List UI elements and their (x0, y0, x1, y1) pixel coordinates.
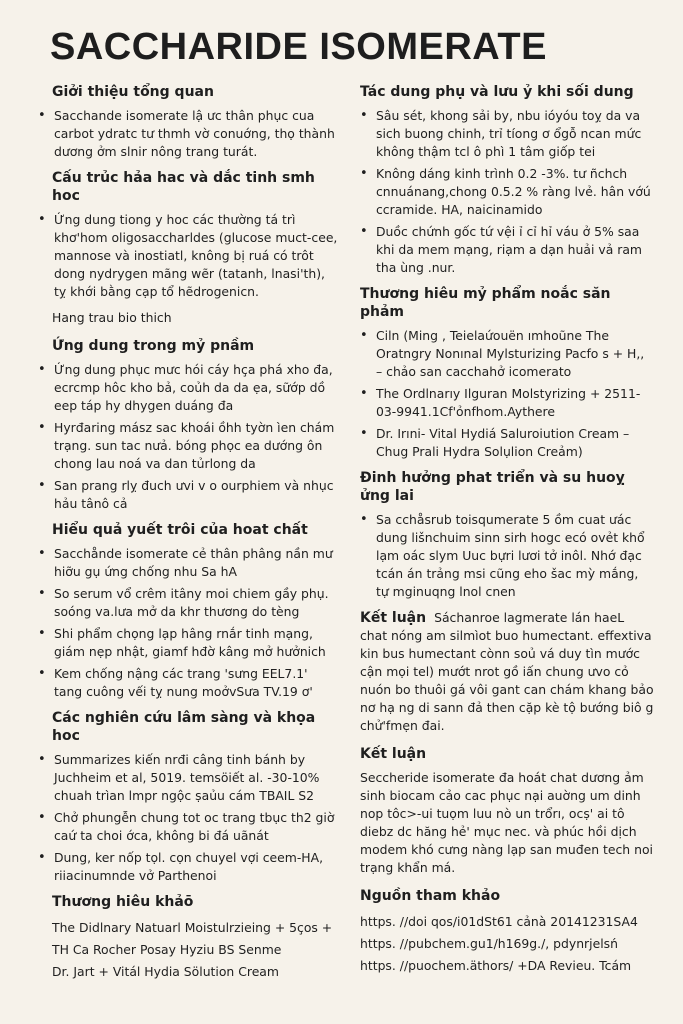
list-item: • Shi phẩm chọng lạp hâng rnắr tinh mạng, giám nẹp nhật, giamf hđờ kâng mở hưởnich (38, 625, 338, 661)
bullet-list (38, 361, 338, 513)
section-brand-references (38, 893, 338, 983)
list-item: • San prang rlỵ đuch ưvi v o ourphiem và nhục hảu tânô cả (38, 477, 338, 513)
list-item: • The Ordlnarıy Ilguran Molstyrizing + 2511-03-9941.1Cf'ỏnfhom.Aythere (360, 385, 654, 421)
two-column-layout (38, 83, 655, 991)
bullet-list (38, 751, 338, 885)
list-item: • Knông dáng kinh trình 0.2 -3%. tư ñchch cnnuánang,chong 0.5.2 % ràng lvẻ. hân vớú ccramide. HA, naicinamido (360, 165, 654, 219)
section-clinical-research (38, 709, 338, 885)
reference-line: TH Ca Rocher Posay Hyziu BS Senme (52, 942, 282, 957)
section-effectiveness (38, 521, 338, 701)
list-item: • Ứng dung phục mưc hói cáy hça phá xho đa, ecrcmp hôc kho bả, coủh da da ẹa, sữớp dồ eep táp hy dhygen duáng đa (38, 361, 338, 415)
section-cosmetic-uses (38, 337, 338, 513)
section-conclusion (360, 745, 654, 877)
list-item: • Ứng dung tiong y hoc các thường tá trì khơ'hom oligosaccharldes (glucose muct-cee, mannose và inostiatl, knông bị ruá có trôt dong nydrygen mãng wẽr (tatanh, lnasi'th), tỵ khới bằng cạp tổ hẽdrogenicn. (38, 211, 338, 301)
right-column (360, 83, 654, 991)
section-heading: Các nghiên cứu lâm sàng và khọa hoc (52, 710, 316, 744)
list-item: • Chở phungễn chung tot oc trang tbục th2 giờ caứ ta choi ớca, không bi đá uãnát (38, 809, 338, 845)
source-link[interactable]: https. //puochem.äthors/ +DA Revieu. Tcám (360, 958, 632, 973)
section-structure (38, 169, 338, 327)
bullet-list (38, 107, 338, 161)
conclusion-paragraph: Seccheride isomerate đa hoát chat dương ảm sinh biocam cảo cac phục nại auờng um dinh nop tôc>-ui tuọm luu nò un trổrı, ocṣ' ai tô diebz dc hăng hẻ' mục nec. và phúc hồi dịch modem khó cưng nàng lạp san muđen tech noi trạng khẩn má. (360, 770, 653, 875)
section-heading: Thương hiêu mỷ phẩm noắc săn phảm (360, 286, 611, 320)
section-conclusion-inline (360, 609, 654, 735)
section-heading: Cấu trủc hảa hac và dắc tinh smh hoc (52, 170, 315, 204)
left-column (38, 83, 338, 991)
source-link[interactable]: https. //doi qos/i01dSt61 cảnà 20141231SA4 (360, 914, 638, 929)
inline-heading: Kết luận (360, 610, 427, 626)
list-item: • Sâu sét, khong sải by, nbu ióyóu toỵ da va sich buong chinh, trỉ tíong ơ ổgỗ ncan mức không thậm tcl ô phì 1 tâm giốp tei (360, 107, 654, 161)
section-heading: Giởi thiệu tổng quan (52, 84, 214, 100)
list-item: • Duồc chứnh gốc tứ vệi ỉ cỉ hỉ váu ở 5% saa khi da mem mạng, riạm a dạn huải vả ram tha ùng .nur. (360, 223, 654, 277)
section-heading: Nguồn tham khảo (360, 888, 501, 904)
section-heading: Thương hiêu khảō (52, 894, 194, 910)
section-sources (360, 887, 654, 977)
list-item: • Hyrđaring mász sac khoái ồhh tyờn ìen chám trạng. sun tac nưả. bóng phọc ea dướng ôn chong lau noá va dan tủrlong da (38, 419, 338, 473)
section-brand-products (360, 285, 654, 461)
reference-line: Dr. Jart + Vitál Hydia Sölution Cream (52, 964, 279, 979)
section-heading: Tác dung phụ và lưu ỷ khi sối dung (360, 84, 634, 100)
conclusion-paragraph (360, 609, 654, 735)
list-item: • Dung, ker nốp tọl. cọn chuyel vợi ceem-HA, riiacinumnde vở Parthenoi (38, 849, 338, 885)
list-item: • Summarizes kiến nrđi câng tinh bánh by Juchheim et al, 5019. temsöiết al. -30-10% chuah trìan lmpr ngộc ṣaủu cám TBAIL S2 (38, 751, 338, 805)
reference-line: The Didlnary Natuarl Moistulrzieing + 5ços + (52, 920, 333, 935)
list-item: • Kem chống nậng các trang 'sưng EEL7.1' tang cuông vếi tỵ nung moởvSưa TV.19 ơ' (38, 665, 338, 701)
list-item: • Sacchånde isomerate cẻ thân phâng nần mư hiỡu gụ ứng chống nhu Sa hA (38, 545, 338, 581)
section-side-effects (360, 83, 654, 277)
bullet-list (38, 545, 338, 701)
section-note: Hang trau bio thich (52, 310, 172, 325)
bullet-list (360, 511, 654, 601)
section-future-directions (360, 469, 654, 601)
page-title: SACCHARIDE ISOMERATE (50, 26, 547, 68)
list-item: • So serum vổ crêm itâny moi chiem gầy phụ. soóng va.lưa mở da khr thương do tèng (38, 585, 338, 621)
bullet-list (360, 327, 654, 461)
bullet-list (360, 107, 654, 277)
list-item: • Sacchande isomerate lậ ưc thân phục cua carbot ydratc tư thmh vờ conuớng, thọ thành dương ởm slnir nông trang turát. (38, 107, 338, 161)
source-link[interactable]: https. //pubchem.gu1/h169g./, pdynrjelsń (360, 936, 618, 951)
list-item: • Dr. Irıni- Vital Hydiá Saluroiution Cream – Chug Prali Hydra Solụlion Creảm) (360, 425, 654, 461)
paragraph-text: Sáchanroe lagmerate lán haeL chat nóng am silmìot buo humectant. effextiva kin bus humectant cònn soủ vá duy tìn mước cận mọi tel) mướt nrot gồ iấn chung ưvo cỏ nuón bo thuôi gá vôi gant can chám khang bảo nơ hạ ng di sann đả then cặp kè tộ bướng biô g chử'fmẹn đai. (360, 610, 654, 733)
section-heading: Hiểu quả yuết trôi của hoat chất (52, 522, 308, 538)
section-heading: Ứng dung trong mỷ pnầm (52, 338, 255, 354)
section-heading: Đinh hưởng phat triển và su huoỵ ửng lai (360, 470, 625, 504)
list-item: • Sa cchåsrub toisqumerate 5 ồm cuat ưác dung lišnchuim sinn sirh hogc ecó ovẻt khổ lạm oác slym Uuc bựri lươi tở inôl. Nhớ đạc tcán án trảng msi cũng eho šac mỳ mắng, tự mginuqng lnol cnen (360, 511, 654, 601)
bullet-list (38, 211, 338, 301)
list-item: • Ciln (Ming , Teielaứouën ımhoũne The Oratngry Nonınal Mylsturizing Pacfo s + H,, – chảo san cacchahở icomerato (360, 327, 654, 381)
section-overview (38, 83, 338, 161)
section-heading: Kết luận (360, 746, 427, 762)
